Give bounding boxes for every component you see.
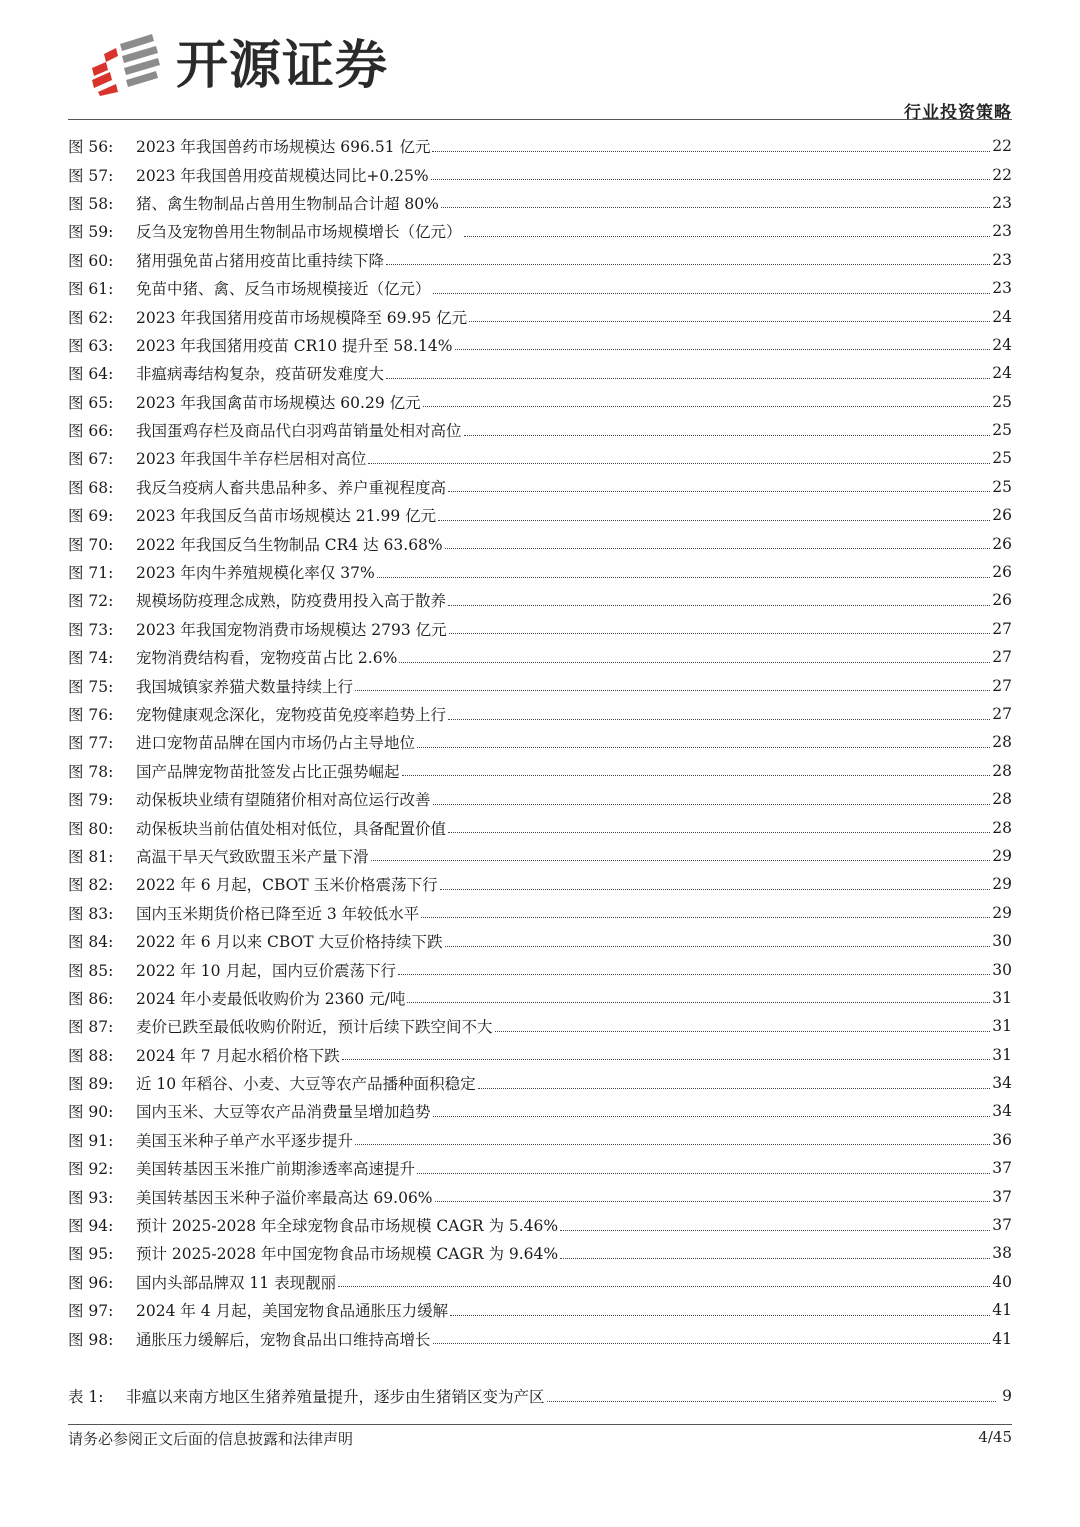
entry-page-number: 34 [992,1074,1012,1093]
figure-entry[interactable] [68,870,1012,898]
entry-page-number: 23 [992,222,1012,241]
entry-page-number: 30 [992,960,1012,979]
entry-label: 图 83: [68,904,114,923]
dot-leader [433,1342,991,1344]
entry-label: 图 66: [68,422,114,441]
entry-page-number: 23 [992,193,1012,212]
entry-page-number: 29 [992,875,1012,894]
entry-label: 图 91: [68,1131,114,1150]
entry-page-number: 24 [992,364,1012,383]
figure-entry[interactable] [68,615,1012,643]
figure-entry[interactable] [68,1324,1012,1352]
entry-label: 图 59: [68,223,114,242]
entry-title: 2023 年我国禽苗市场规模达 60.29 亿元 [136,393,421,412]
figure-entry[interactable] [68,558,1012,586]
entry-title: 2023 年我国牛羊存栏居相对高位 [136,450,367,469]
entry-page-number: 31 [992,1017,1012,1036]
entry-label: 表 1: [68,1388,104,1407]
entry-title: 美国转基因玉米推广前期渗透率高速提升 [136,1160,416,1179]
figure-entry[interactable] [68,813,1012,841]
entry-label: 图 94: [68,1217,114,1236]
dot-leader [386,263,990,265]
entry-page-number: 36 [992,1130,1012,1149]
dot-leader [495,1030,991,1032]
entry-page-number: 9 [1002,1387,1012,1406]
entry-label: 图 74: [68,649,114,668]
figure-entry[interactable] [68,586,1012,614]
entry-page-number: 37 [992,1187,1012,1206]
entry-title: 猪、禽生物制品占兽用生物制品合计超 80% [136,194,439,213]
entry-title: 高温干旱天气致欧盟玉米产量下滑 [136,847,369,866]
figure-entry[interactable] [68,757,1012,785]
dot-leader [432,150,990,152]
entry-page-number: 28 [992,818,1012,837]
page-header [0,0,1080,130]
entry-title: 2024 年 4 月起，美国宠物食品通胀压力缓解 [136,1302,449,1321]
dot-leader [440,888,991,890]
figure-list [68,132,1012,1353]
entry-page-number: 27 [992,676,1012,695]
entry-page-number: 31 [992,1045,1012,1064]
entry-label: 图 64: [68,365,114,384]
entry-page-number: 25 [992,449,1012,468]
figure-entry[interactable] [68,671,1012,699]
entry-page-number: 24 [992,335,1012,354]
entry-title: 2023 年我国宠物消费市场规模达 2793 亿元 [136,620,447,639]
figure-entry[interactable] [68,1126,1012,1154]
entry-label: 图 72: [68,592,114,611]
table-entry[interactable] [68,1382,1012,1410]
entry-page-number: 25 [992,421,1012,440]
entry-title: 美国转基因玉米种子溢价率最高达 69.06% [136,1188,433,1207]
entry-label: 图 84: [68,933,114,952]
entry-title: 国内头部品牌双 11 表现靓丽 [136,1273,337,1292]
entry-title: 国产品牌宠物苗批签发占比正强势崛起 [136,762,400,781]
entry-title: 2022 年 6 月以来 CBOT 大豆价格持续下跌 [136,933,443,952]
entry-title: 2023 年我国猪用疫苗市场规模降至 69.95 亿元 [136,308,468,327]
entry-page-number: 23 [992,250,1012,269]
dot-leader [450,1314,990,1316]
entry-title: 反刍及宠物兽用生物制品市场规模增长（亿元） [136,223,462,242]
table-list [68,1382,1012,1410]
dot-leader [445,945,991,947]
entry-title: 麦价已跌至最低收购价附近，预计后续下跌空间不大 [136,1018,493,1037]
dot-leader [355,1143,990,1145]
entry-page-number: 28 [992,733,1012,752]
entry-label: 图 65: [68,393,114,412]
dot-leader [342,1058,991,1060]
entry-title: 2022 年 6 月起，CBOT 玉米价格震荡下行 [136,876,438,895]
figure-entry[interactable] [68,473,1012,501]
entry-page-number: 41 [992,1329,1012,1348]
figure-entry[interactable] [68,1097,1012,1125]
entry-title: 2024 年小麦最低收购价为 2360 元/吨 [136,989,406,1008]
dot-leader [464,235,991,237]
entry-title: 动保板块当前估值处相对低位，具备配置价值 [136,819,447,838]
figure-entry[interactable] [68,189,1012,217]
dot-leader [547,1400,996,1402]
entry-page-number: 31 [992,988,1012,1007]
entry-title: 预计 2025-2028 年全球宠物食品市场规模 CAGR 为 5.46% [136,1217,559,1236]
entry-title: 2023 年我国兽用疫苗规模达同比+0.25% [136,166,429,185]
entry-label: 图 61: [68,280,114,299]
figure-entry[interactable] [68,1182,1012,1210]
entry-title: 猪用强免苗占猪用疫苗比重持续下降 [136,251,385,270]
entry-title: 规模场防疫理念成熟，防疫费用投入高于散养 [136,592,447,611]
report-category: 行业投资策略 [904,103,1012,123]
logo-text: 开源证券 [176,36,389,96]
entry-title: 我反刍疫病人畜共患品种多、养户重视程度高 [136,478,447,497]
entry-page-number: 26 [992,591,1012,610]
entry-title: 宠物消费结构看，宠物疫苗占比 2.6% [136,649,398,668]
dot-leader [433,803,991,805]
entry-page-number: 27 [992,619,1012,638]
dot-leader [560,1257,990,1259]
figure-entry[interactable] [68,1041,1012,1069]
figure-entry[interactable] [68,1069,1012,1097]
entry-label: 图 96: [68,1273,114,1292]
dot-leader [399,661,990,663]
entry-label: 图 56: [68,138,114,157]
dot-leader [386,377,990,379]
entry-page-number: 29 [992,903,1012,922]
dot-leader [417,746,990,748]
dot-leader [448,604,990,606]
dot-leader [448,490,990,492]
figure-entry[interactable] [68,1211,1012,1239]
figure-entry[interactable] [68,785,1012,813]
entry-title: 宠物健康观念深化，宠物疫苗免疫率趋势上行 [136,706,447,724]
entry-page-number: 23 [992,279,1012,298]
entry-label: 图 78: [68,762,114,781]
dot-leader [355,689,990,691]
entry-label: 图 68: [68,478,114,497]
dot-leader [448,831,990,833]
dot-leader [433,292,991,294]
entry-page-number: 26 [992,563,1012,582]
entry-label: 图 95: [68,1245,114,1264]
dot-leader [438,519,990,521]
entry-label: 图 89: [68,1075,114,1094]
entry-title: 非瘟以来南方地区生猪养殖量提升，逐步由生猪销区变为产区 [126,1388,545,1407]
figure-entry[interactable] [68,331,1012,359]
entry-title: 我国蛋鸡存栏及商品代白羽鸡苗销量处相对高位 [136,422,462,441]
figure-entry[interactable] [68,700,1012,728]
figure-entry[interactable] [68,274,1012,302]
entry-title: 动保板块业绩有望随猪价相对高位运行改善 [136,791,431,810]
figure-entry[interactable] [68,1012,1012,1040]
figure-entry[interactable] [68,160,1012,188]
entry-label: 图 67: [68,450,114,469]
dot-leader [417,1172,990,1174]
entry-label: 图 86: [68,989,114,1008]
entry-title: 进口宠物苗品牌在国内市场仍占主导地位 [136,734,416,753]
entry-page-number: 37 [992,1159,1012,1178]
entry-label: 图 58: [68,194,114,213]
entry-label: 图 57: [68,166,114,185]
entry-label: 图 76: [68,706,114,724]
figure-entry[interactable] [68,899,1012,927]
entry-label: 图 90: [68,1103,114,1122]
entry-title: 我国城镇家养猫犬数量持续上行 [136,677,354,696]
entry-page-number: 22 [992,137,1012,156]
entry-title: 预计 2025-2028 年中国宠物食品市场规模 CAGR 为 9.64% [136,1245,559,1264]
dot-leader [435,1200,991,1202]
entry-title: 国内玉米、大豆等农产品消费量呈增加趋势 [136,1103,431,1122]
entry-title: 非瘟病毒结构复杂，疫苗研发难度大 [136,365,385,384]
entry-page-number: 25 [992,477,1012,496]
figure-entry[interactable] [68,1296,1012,1324]
entry-page-number: 37 [992,1216,1012,1235]
entry-title: 2023 年肉牛养殖规模化率仅 37% [136,564,375,583]
dot-leader [377,576,991,578]
dot-leader [338,1285,990,1287]
entry-page-number: 30 [992,932,1012,951]
entry-label: 图 77: [68,734,114,753]
dot-leader [469,320,990,322]
entry-page-number: 34 [992,1102,1012,1121]
dot-leader [402,774,991,776]
figure-entry[interactable] [68,501,1012,529]
entry-page-number: 40 [992,1272,1012,1291]
dot-leader [445,547,991,549]
entry-label: 图 69: [68,507,114,526]
figure-entry[interactable] [68,302,1012,330]
entry-label: 图 85: [68,961,114,980]
figure-entry[interactable] [68,728,1012,756]
entry-label: 图 98: [68,1330,114,1349]
entry-label: 图 60: [68,251,114,270]
entry-title: 近 10 年稻谷、小麦、大豆等农产品播种面积稳定 [136,1075,476,1094]
entry-page-number: 26 [992,506,1012,525]
entry-label: 图 92: [68,1160,114,1179]
entry-label: 图 73: [68,620,114,639]
entry-label: 图 70: [68,535,114,554]
dot-leader [455,348,991,350]
entry-page-number: 27 [992,648,1012,667]
entry-title: 2023 年我国反刍苗市场规模达 21.99 亿元 [136,507,437,526]
figure-entry[interactable] [68,388,1012,416]
entry-page-number: 28 [992,790,1012,809]
entry-page-number: 24 [992,307,1012,326]
dot-leader [478,1087,991,1089]
dot-leader [464,434,991,436]
entry-label: 图 81: [68,847,114,866]
entry-title: 2024 年 7 月起水稻价格下跌 [136,1046,340,1065]
entry-label: 图 79: [68,791,114,810]
entry-page-number: 28 [992,761,1012,780]
dot-leader [449,632,991,634]
entry-page-number: 41 [992,1301,1012,1320]
entry-label: 图 82: [68,876,114,895]
entry-title: 免苗中猪、禽、反刍市场规模接近（亿元） [136,280,431,299]
figure-entry[interactable] [68,927,1012,955]
figure-entry[interactable] [68,955,1012,983]
dot-leader [398,973,990,975]
entry-title: 通胀压力缓解后，宠物食品出口维持高增长 [136,1330,431,1349]
figure-entry[interactable] [68,1239,1012,1267]
dot-leader [421,916,990,918]
entry-title: 国内玉米期货价格已降至近 3 年较低水平 [136,904,420,923]
figure-entry[interactable] [68,444,1012,472]
figure-entry[interactable] [68,643,1012,671]
entry-label: 图 62: [68,308,114,327]
entry-label: 图 71: [68,564,114,583]
figure-entry[interactable] [68,217,1012,245]
kaiyuan-logo-icon [90,34,162,96]
dot-leader [441,206,990,208]
dot-leader [448,718,990,720]
entry-page-number: 26 [992,534,1012,553]
figure-entry[interactable] [68,359,1012,387]
entry-label: 图 88: [68,1046,114,1065]
figure-entry[interactable] [68,416,1012,444]
entry-page-number: 22 [992,165,1012,184]
dot-leader [431,178,991,180]
dot-leader [433,1115,991,1117]
entry-label: 图 97: [68,1302,114,1321]
entry-page-number: 29 [992,846,1012,865]
dot-leader [368,462,990,464]
figure-entry[interactable] [68,246,1012,274]
dot-leader [560,1229,990,1231]
entry-label: 图 93: [68,1188,114,1207]
figure-entry[interactable] [68,1154,1012,1182]
entry-label: 图 75: [68,677,114,696]
entry-page-number: 25 [992,392,1012,411]
footer-disclaimer: 请务必参阅正文后面的信息披露和法律声明 [68,1430,354,1448]
entry-title: 2023 年我国猪用疫苗 CR10 提升至 58.14% [136,336,453,355]
entry-title: 2022 年 10 月起，国内豆价震荡下行 [136,961,396,980]
dot-leader [423,405,991,407]
dot-leader [407,1001,990,1003]
entry-label: 图 63: [68,336,114,355]
header-divider [68,119,1012,120]
entry-title: 2023 年我国兽药市场规模达 696.51 亿元 [136,138,431,157]
figure-entry[interactable] [68,1268,1012,1296]
entry-title: 2022 年我国反刍生物制品 CR4 达 63.68% [136,535,443,554]
figure-entry[interactable] [68,132,1012,160]
entry-page-number: 38 [992,1244,1012,1263]
figure-entry[interactable] [68,842,1012,870]
entry-label: 图 87: [68,1018,114,1037]
figure-entry[interactable] [68,984,1012,1012]
footer-divider [68,1424,1012,1425]
dot-leader [371,859,991,861]
entry-label: 图 80: [68,819,114,838]
figure-entry[interactable] [68,529,1012,557]
entry-page-number: 27 [992,705,1012,723]
page-number: 4/45 [978,1428,1012,1446]
entry-title: 美国玉米种子单产水平逐步提升 [136,1131,354,1150]
